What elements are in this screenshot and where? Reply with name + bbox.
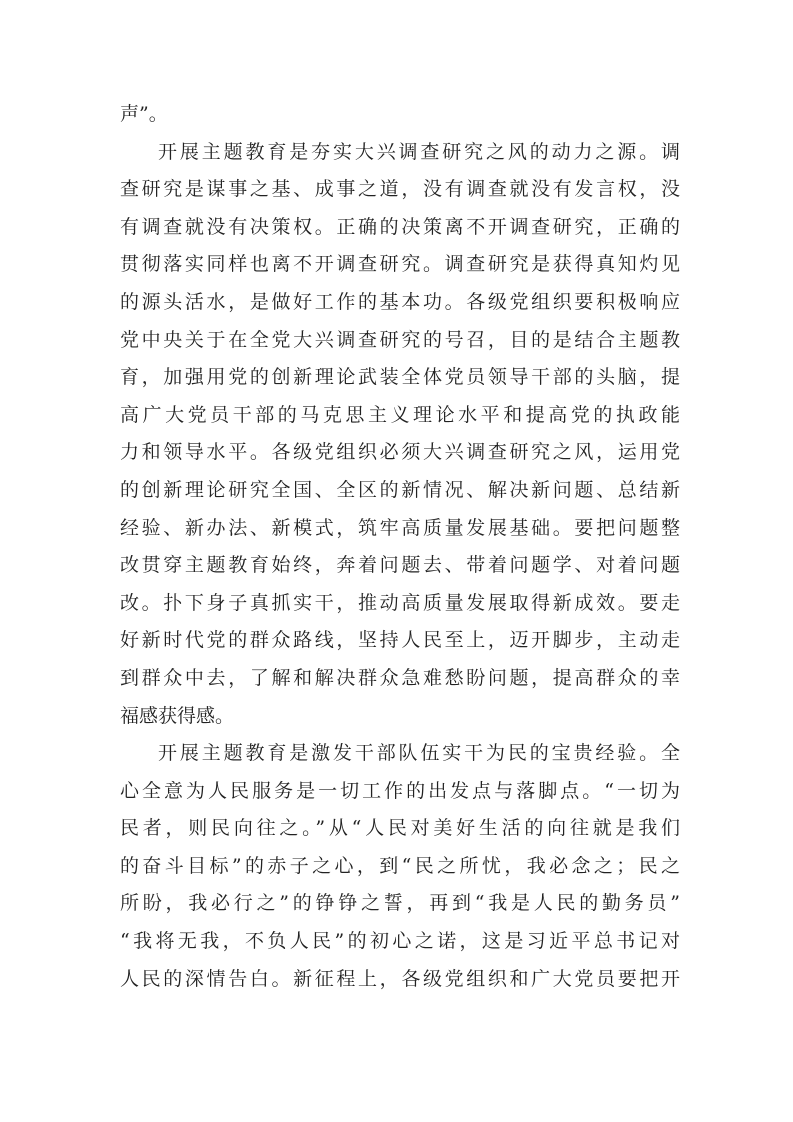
- text-line: 经验、新办法、新模式，筑牢高质量发展基础。要把问题整: [120, 516, 680, 539]
- text-line: 改贯穿主题教育始终，奔着问题去、带着问题学、对着问题: [120, 554, 680, 577]
- text-line: 福感获得感。: [120, 704, 235, 727]
- text-line: 有调查就没有决策权。正确的决策离不开调查研究，正确的: [120, 215, 680, 238]
- text-line: 贯彻落实同样也离不开调查研究。调查研究是获得真知灼见: [120, 253, 680, 276]
- document-body: [120, 96, 680, 998]
- text-line: 的奋斗目标”的赤子之心，到“民之所忧，我必念之；民之: [120, 854, 680, 877]
- paragraph-first-line: 开展主题教育是夯实大兴调查研究之风的动力之源。调: [158, 140, 680, 163]
- text-line: 党中央关于在全党大兴调查研究的号召，目的是结合主题教: [120, 328, 680, 351]
- text-line: 人民的深情告白。新征程上，各级党组织和广大党员要把开: [120, 967, 680, 990]
- text-line: 所盼，我必行之”的铮铮之誓，再到“我是人民的勤务员”: [120, 892, 680, 915]
- text-line: 民者，则民向往之。”从“人民对美好生活的向往就是我们: [120, 817, 680, 840]
- text-line: 育，加强用党的创新理论武装全体党员领导干部的头脑，提: [120, 366, 680, 389]
- text-line: 好新时代党的群众路线，坚持人民至上，迈开脚步，主动走: [120, 629, 680, 652]
- text-line: 声”。: [120, 103, 168, 125]
- paragraph-first-line: 开展主题教育是激发干部队伍实干为民的宝贵经验。全: [158, 742, 680, 765]
- text-line: 到群众中去，了解和解决群众急难愁盼问题，提高群众的幸: [120, 666, 680, 689]
- text-line: “我将无我，不负人民”的初心之诺，这是习近平总书记对: [120, 930, 680, 953]
- text-line: 的创新理论研究全国、全区的新情况、解决新问题、总结新: [120, 478, 680, 501]
- text-line: 改。扑下身子真抓实干，推动高质量发展取得新成效。要走: [120, 591, 680, 614]
- text-line: 查研究是谋事之基、成事之道，没有调查就没有发言权，没: [120, 178, 680, 201]
- text-line: 高广大党员干部的马克思主义理论水平和提高党的执政能: [120, 403, 680, 426]
- text-line: 的源头活水，是做好工作的基本功。各级党组织要积极响应: [120, 290, 680, 313]
- text-line: 力和领导水平。各级党组织必须大兴调查研究之风，运用党: [120, 441, 680, 464]
- text-line: 心全意为人民服务是一切工作的出发点与落脚点。“一切为: [120, 779, 680, 802]
